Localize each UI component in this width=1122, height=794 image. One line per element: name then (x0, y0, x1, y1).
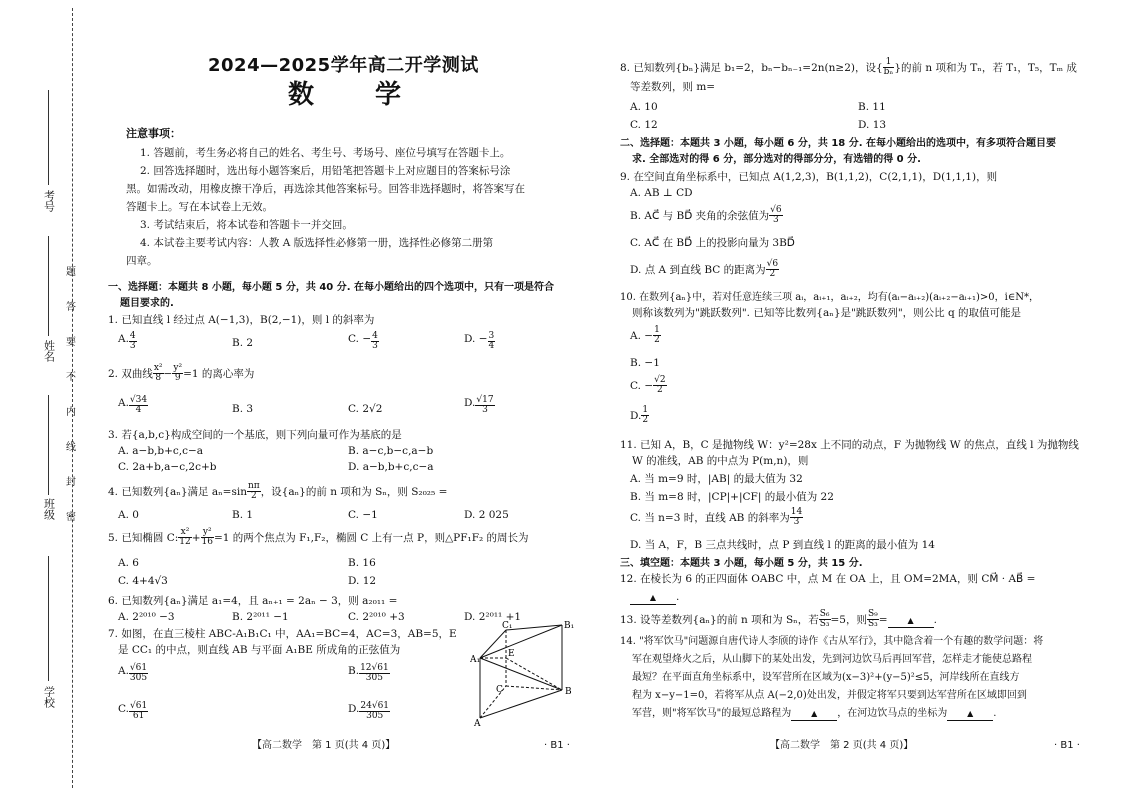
q9-stem: 9. 在空间直角坐标系中，已知点 A(1,2,3)，B(1,1,2)，C(2,1,1)，D(1,1,1)，则 (620, 171, 998, 183)
seal-line (72, 8, 73, 788)
q5-option-c: C. 4+4√3 (118, 575, 168, 587)
q11-stem-1: 11. 已知 A，B，C 是抛物线 W：y²=28x 上不同的动点，F 为抛物线 W 的焦点，直线 l 为抛物线 (620, 439, 1079, 451)
q1-option-b: B. 2 (232, 337, 254, 349)
q4-stem: 4. 已知数列{aₙ}满足 aₙ=sin $\frac{n\pi}{2}$ ，设{aₙ}的前 n 项和为 Sₙ，则 S₂₀₂₅ = (108, 481, 448, 502)
q12-stem: 12. 在棱长为 6 的正四面体 OABC 中，点 M 在 OA 上，且 OM=2MA，则 CM⃗ · AB⃗ = (620, 573, 1036, 585)
q7-stem-1: 7. 如图，在直三棱柱 ABC-A₁B₁C₁ 中，AA₁=BC=4，AC=3，AB=5，E (108, 628, 457, 640)
section2-heading: 二、选择题：本题共 3 小题，每小题 6 分，共 18 分. 在每小题给出的选项中，有多项符合题目要 (620, 138, 1057, 149)
q5-option-d: D. 12 (348, 575, 377, 587)
subject-title: 数 学 (288, 80, 428, 110)
notice-line: 4. 本试卷主要考试内容：人教 A 版选择性必修第一册，选择性必修第二册第 (140, 237, 494, 249)
q11-option-d: D. 当 A，F，B 三点共线时，点 P 到直线 l 的距离的最小值为 14 (630, 539, 935, 551)
q3-option-d: D. a−b,b+c,c−a (348, 461, 434, 473)
q7-stem-2: 是 CC₁ 的中点，则直线 AB 与平面 A₁BE 所成角的正弦值为 (118, 644, 401, 656)
footer-left-code: · B1 · (544, 740, 570, 751)
label-xuexiao: 学校 (42, 686, 56, 708)
seal-char: 密 (66, 512, 76, 523)
footer-right-code: · B1 · (1054, 740, 1080, 751)
q1-option-d: D. − $\frac{3}{4}$ (464, 331, 495, 352)
fig-label-b: B (565, 687, 572, 697)
prism-figure (470, 620, 580, 728)
exam-title: 2024—2025学年高二开学测试 (208, 55, 479, 76)
q1-options (108, 330, 578, 360)
q11-option-a: A. 当 m=9 时，|AB| 的最大值为 32 (630, 473, 803, 485)
q8-stem-2: 等差数列，则 m= (630, 81, 716, 93)
q7-option-d: D. $\frac{24√61}{305}$ (348, 701, 390, 722)
section3-heading: 三、填空题：本题共 3 小题，每小题 5 分，共 15 分. (620, 558, 863, 569)
q10-stem-2: 则称该数列为"跳跃数列". 已知等比数列{aₙ}是"跳跃数列"，则公比 q 的取值可能是 (632, 307, 1022, 319)
fill-line-banji (48, 395, 49, 495)
section1-heading: 一、选择题：本题共 8 小题，每小题 5 分，共 40 分. 在每小题给出的四个选项中，只有一项是符合 (108, 282, 555, 293)
q3-option-b: B. a−c,b−c,a−b (348, 445, 434, 457)
q6-option-b: B. 2²⁰¹¹ −1 (232, 611, 289, 623)
q1-option-a: A. $\frac{4}{3}$ (118, 331, 136, 352)
seal-char: 内 (66, 407, 76, 418)
fill-line-xuexiao (48, 556, 49, 681)
q6-option-d: D. 2²⁰¹¹ +1 (464, 611, 522, 623)
answer-blank: ▲ (947, 708, 993, 721)
q10-option-d: D. $\frac{1}{2}$ (630, 405, 649, 426)
binding-margin (0, 0, 96, 794)
q7-option-c: C. $\frac{√61}{61}$ (118, 701, 148, 722)
q10-option-a: A. − $\frac{1}{2}$ (630, 325, 660, 346)
q8-option-d: D. 13 (858, 119, 887, 131)
fig-label-c1: C₁ (502, 621, 513, 631)
fig-label-b1: B₁ (564, 621, 575, 631)
notice-line: 3. 考试结束后，将本试卷和答题卡一并交回。 (140, 219, 353, 231)
q4-option-b: B. 1 (232, 509, 254, 521)
q14-line: 程为 x−y−1=0，若将军从点 A(−2,0)处出发，并假定将军只要到达军营所在区域即回到 (632, 690, 1027, 701)
q11-option-c: C. 当 n=3 时，直线 AB 的斜率为 $\frac{14}{3}$ (630, 507, 803, 528)
q8-option-b: B. 11 (858, 101, 886, 113)
q10-option-c: C. − $\frac{√2}{2}$ (630, 375, 666, 396)
q9-option-a: A. AB ⊥ CD (630, 187, 693, 199)
q13-stem: 13. 设等差数列{aₙ}的前 n 项和为 Sₙ，若 $\frac{\text{S₆}}{\text{S₃}}$ =5，则 $\frac{\text{S₉}}{\text{S₃}}$ = ▲ . (620, 609, 937, 630)
label-banji: 班级 (42, 498, 56, 520)
fig-label-e: E (508, 649, 515, 659)
notice-line: 四章。 (126, 255, 158, 267)
q5-option-b: B. 16 (348, 557, 376, 569)
q3-stem: 3. 若{a,b,c}构成空间的一个基底，则下列向量可作为基底的是 (108, 429, 402, 441)
q14-line: 14. "将军饮马"问题源自唐代诗人李颀的诗作《古从军行》，其中隐含着一个有趣的数学问题：将 (620, 636, 1044, 647)
q9-option-c: C. AC⃗ 在 BD⃗ 上的投影向量为 3BD⃗ (630, 237, 795, 249)
seal-char: 答 (66, 302, 76, 313)
fig-label-a: A (474, 719, 481, 728)
q14-line: 最短？在平面直角坐标系中，设军营所在区域为(x−3)²+(y−5)²≤5，河岸线所在直线方 (632, 672, 1020, 683)
q2-option-c: C. 2√2 (348, 403, 383, 415)
q12-answer-blank: ▲ . (630, 590, 679, 606)
answer-blank: ▲ (791, 708, 837, 721)
q2-option-d: D. $\frac{√17}{3}$ (464, 395, 494, 416)
seal-char: 线 (66, 442, 76, 453)
section2-heading-cont: 求. 全部选对的得 6 分，部分选对的得部分分，有选错的得 0 分. (632, 154, 921, 165)
seal-char: 封 (66, 477, 76, 488)
q7-option-a: A. $\frac{√61}{305}$ (118, 663, 148, 684)
section1-heading-cont: 题目要求的. (120, 298, 174, 309)
q2-option-b: B. 3 (232, 403, 254, 415)
q14-line-last: 军营，则"将军饮马"的最短总路程为 ▲ ，在河边饮马点的坐标为 ▲ . (632, 708, 997, 719)
seal-char: 要 (66, 337, 76, 348)
q4-option-d: D. 2 025 (464, 509, 509, 521)
q4-options (108, 508, 578, 524)
notice-heading: 注意事项： (126, 127, 181, 140)
q1-stem: 1. 已知直线 l 经过点 A(−1,3)，B(2,−1)，则 l 的斜率为 (108, 314, 375, 326)
q2-option-a: A. $\frac{√34}{4}$ (118, 395, 148, 416)
q3-options (108, 444, 578, 476)
notice-line: 1. 答题前，考生务必将自己的姓名、考生号、考场号、座位号填写在答题卡上。 (140, 147, 511, 159)
notice-line: 黑。如需改动，用橡皮擦干净后，再选涂其他答案标号。回答非选择题时，将答案写在 (126, 183, 525, 195)
q11-option-b: B. 当 m=8 时，|CP|+|CF| 的最小值为 22 (630, 491, 834, 503)
q14-line: 军在观望烽火之后，从山脚下的某处出发，先到河边饮马后再回军营，怎样走才能使总路程 (632, 654, 1032, 665)
q5-options (108, 556, 578, 590)
q10-option-b: B. −1 (630, 357, 660, 369)
q4-option-c: C. −1 (348, 509, 378, 521)
q11-stem-2: W 的准线，AB 的中点为 P(m,n)，则 (632, 455, 809, 467)
label-xingming: 姓名 (42, 340, 56, 362)
q5-stem: 5. 已知椭圆 C: $\frac{\text{x²}}{12}$ + $\frac{\text{y²}}{16}$ =1 的两个焦点为 F₁,F₂，椭圆 C 上有一点 P，则△PF₁F₂ 的周长为 (108, 527, 529, 548)
fig-label-a1: A₁ (470, 655, 481, 665)
label-kaohao: 考号 (42, 190, 56, 212)
seal-char: 不 (66, 372, 76, 383)
fill-line-xingming (48, 236, 49, 336)
q8-options (620, 100, 1090, 134)
q7-option-b: B. $\frac{12√61}{305}$ (348, 663, 389, 684)
fill-line-kaohao (48, 90, 49, 185)
notice-line: 2. 回答选择题时，选出每小题答案后，用铅笔把答题卡上对应题目的答案标号涂 (140, 165, 511, 177)
q6-option-c: C. 2²⁰¹⁰ +3 (348, 611, 405, 623)
fig-label-c: C (496, 685, 503, 695)
q8-option-a: A. 10 (630, 101, 658, 113)
footer-right-page: 【高二数学 第 2 页(共 4 页)】 (770, 740, 914, 751)
seal-char: 题 (66, 267, 76, 278)
q8-option-c: C. 12 (630, 119, 658, 131)
notice-line: 答题卡上。写在本试卷上无效。 (126, 201, 273, 213)
q1-option-c: C. − $\frac{4}{3}$ (348, 331, 378, 352)
q4-option-a: A. 0 (118, 509, 139, 521)
q9-option-b: B. AC⃗ 与 BD⃗ 夹角的余弦值为 $\frac{√6}{3}$ (630, 205, 782, 226)
answer-blank: ▲ (630, 592, 676, 605)
q8-stem-1: 8. 已知数列{bₙ}满足 b₁=2，bₙ−bₙ₋₁=2n(n≥2)，设{ $\frac{1}{\text{bₙ}}$ }的前 n 项和为 Tₙ，若 T₁，T₅，Tₘ 成 (620, 57, 1077, 78)
q6-stem: 6. 已知数列{aₙ}满足 a₁=4，且 aₙ₊₁ = 2aₙ − 3，则 a₂₀₁₁ = (108, 595, 398, 607)
q5-option-a: A. 6 (118, 557, 139, 569)
q9-option-d: D. 点 A 到直线 BC 的距离为 $\frac{√6}{2}$ (630, 259, 779, 280)
q2-stem: 2. 双曲线 $\frac{\text{x²}}{8}$ − $\frac{\text{y²}}{9}$ =1 的离心率为 (108, 363, 255, 384)
footer-left-page: 【高二数学 第 1 页(共 4 页)】 (252, 740, 396, 751)
q3-option-a: A. a−b,b+c,c−a (118, 445, 204, 457)
q10-stem-1: 10. 在数列{aₙ}中，若对任意连续三项 aᵢ，aᵢ₊₁，aᵢ₊₂，均有(aᵢ−aᵢ₊₂)(aᵢ₊₂−aᵢ₊₁)>0，i∈N*， (620, 292, 1039, 303)
answer-blank: ▲ (888, 615, 934, 628)
q6-option-a: A. 2²⁰¹⁰ −3 (118, 611, 175, 623)
q3-option-c: C. 2a+b,a−c,2c+b (118, 461, 217, 473)
q2-options (108, 394, 578, 424)
